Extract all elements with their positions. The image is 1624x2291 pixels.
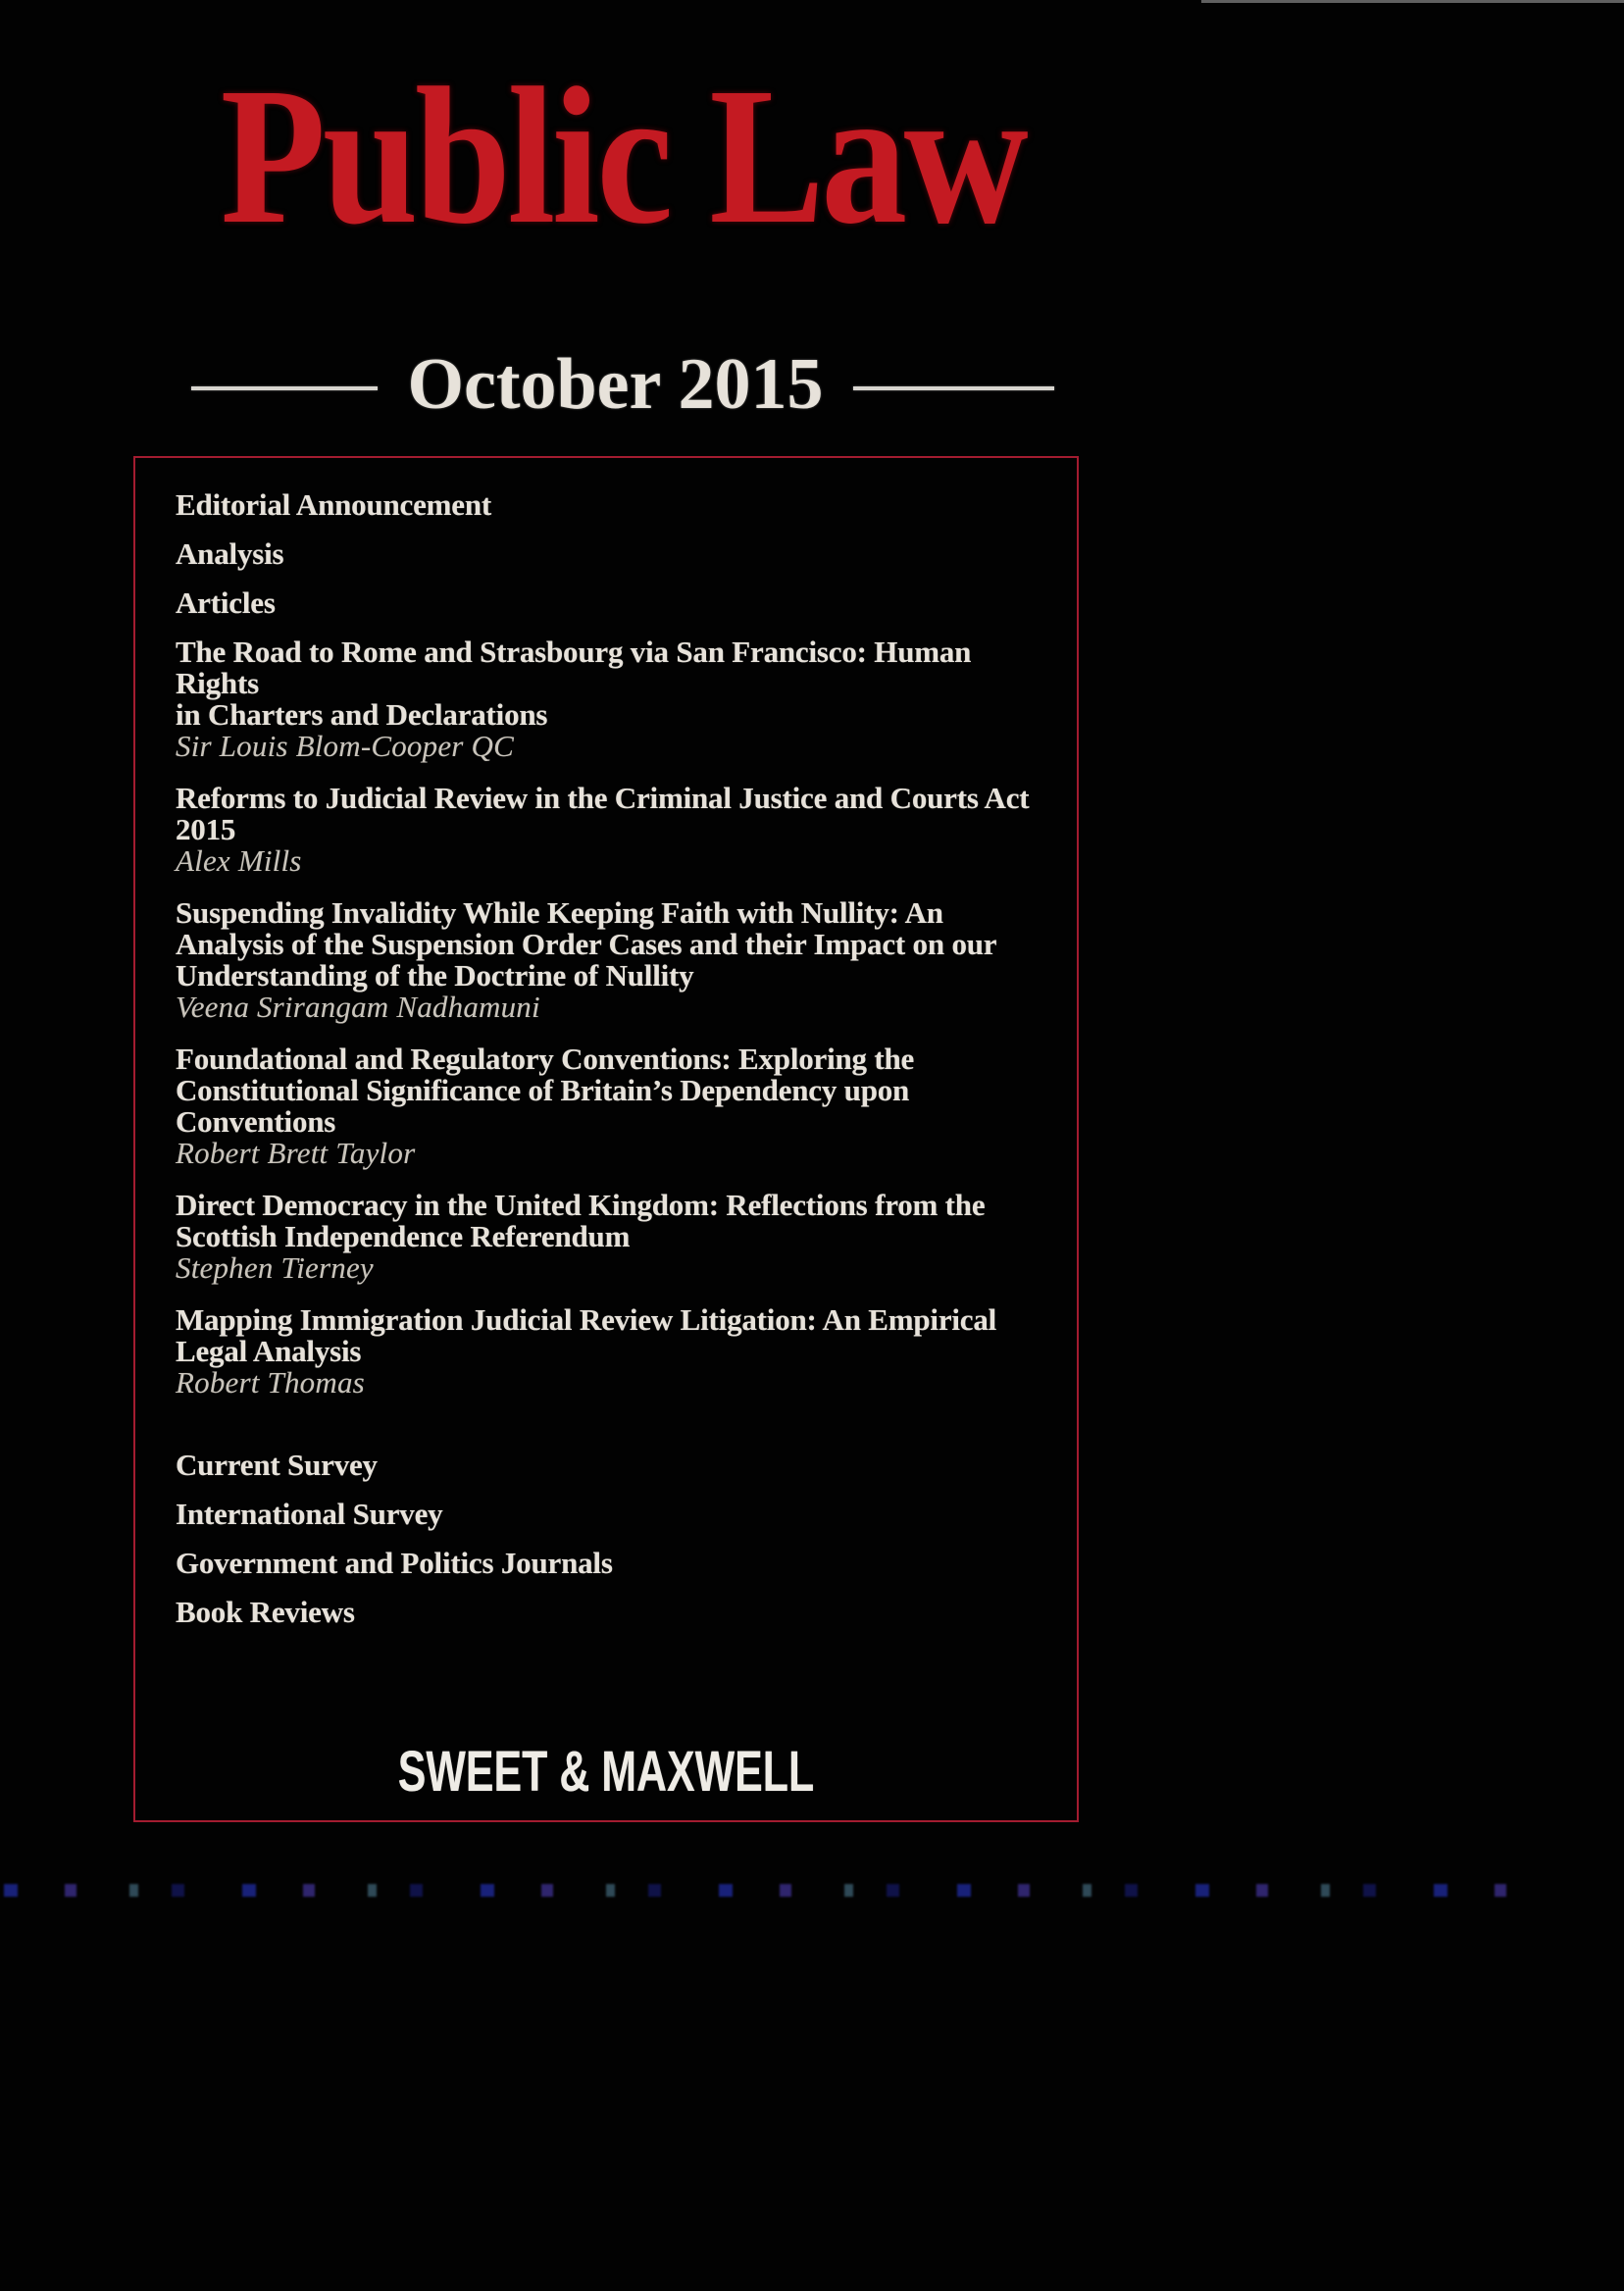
article-title [176,897,1057,992]
toc-article [176,783,1057,877]
article-author: Stephen Tierney [176,1250,374,1285]
article-title-line: Analysis of the Suspension Order Cases and their Impact on our [176,927,997,961]
article-title [176,1304,1057,1367]
toc-section-current-survey: Current Survey [176,1448,378,1482]
issue-date: October 2015 [407,344,824,425]
article-title-line: Constitutional Significance of Britain’s Dependency upon [176,1073,910,1107]
article-title-line: Conventions [176,1104,336,1139]
article-title [176,783,1057,845]
toc-section-editorial-announcement: Editorial Announcement [176,487,491,522]
toc-article [176,1190,1057,1284]
toc-bottom-sections [176,1450,1057,1628]
article-title-line: Suspending Invalidity While Keeping Faith with Nullity: An [176,895,943,930]
article-title [176,1190,1057,1252]
article-title-line: Foundational and Regulatory Conventions: Exploring the [176,1042,915,1076]
article-author: Sir Louis Blom-Cooper QC [176,729,514,763]
toc-article [176,1304,1057,1399]
toc-article [176,636,1057,762]
toc-section-analysis: Analysis [176,536,284,571]
article-author: Alex Mills [176,843,302,878]
article-title [176,1044,1057,1138]
toc-section-articles: Articles [176,585,276,620]
article-title-line: Legal Analysis [176,1334,362,1368]
article-title [176,636,1057,731]
scan-edge-artifact [1201,0,1624,3]
article-title-line: Scottish Independence Referendum [176,1219,631,1253]
issue-rule-right [853,386,1054,390]
article-title-line: Direct Democracy in the United Kingdom: Reflections from the [176,1188,986,1222]
toc-section-government-politics-journals: Government and Politics Journals [176,1546,613,1580]
toc-section-book-reviews: Book Reviews [176,1595,355,1629]
toc-article [176,897,1057,1023]
issue-rule-left [191,386,378,390]
article-title-line: The Road to Rome and Strasbourg via San Francisco: Human Rights [176,635,972,700]
toc-article [176,1044,1057,1169]
contents-box [133,456,1079,1822]
issue-line [137,345,1108,425]
article-title-line: 2015 [176,812,236,846]
article-author: Robert Brett Taylor [176,1136,416,1170]
article-title-line: Reforms to Judicial Review in the Criminal Justice and Courts Act [176,781,1030,815]
toc-section-international-survey: International Survey [176,1497,443,1531]
journal-title: Public Law [220,48,1026,265]
article-author: Veena Srirangam Nadhamuni [176,990,540,1024]
article-title-line: Mapping Immigration Judicial Review Litigation: An Empirical [176,1302,997,1337]
article-title-line: Understanding of the Doctrine of Nullity [176,958,694,993]
publisher-logo: SWEET & MAXWELL [397,1740,815,1804]
scan-noise-artifact [4,1884,1542,1897]
article-title-line: in Charters and Declarations [176,697,548,732]
article-author: Robert Thomas [176,1365,365,1400]
